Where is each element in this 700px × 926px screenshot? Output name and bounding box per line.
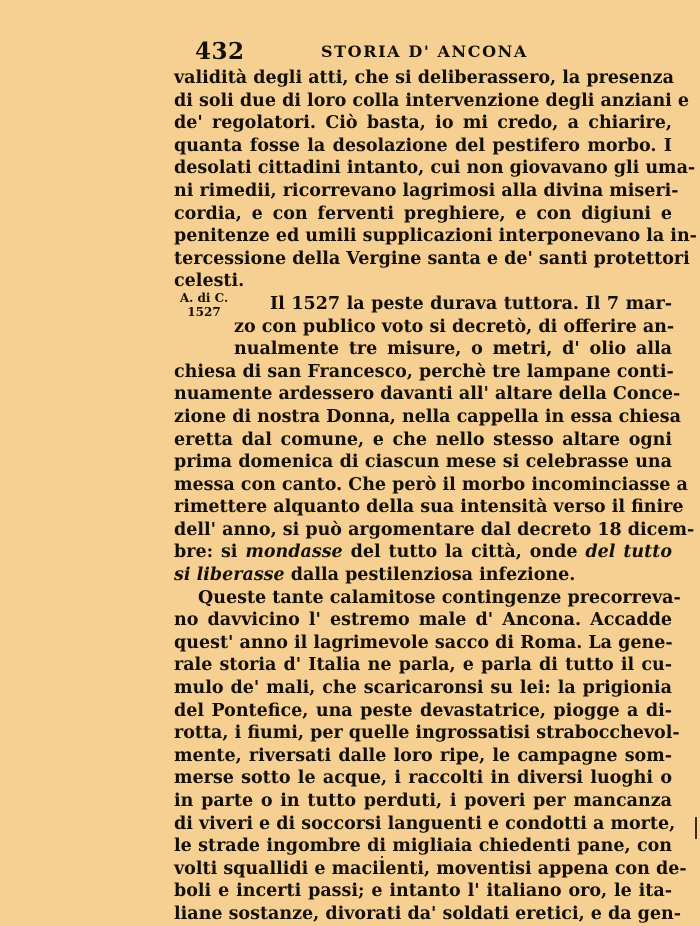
text-line: desolati cittadini intanto, cui non giovavano gli uma-	[174, 158, 696, 179]
text-line: dell' anno, si può argomentare dal decreto 18 dicem-	[174, 519, 695, 540]
text-line: Il 1527 la peste durava tuttora. Il 7 mar-	[270, 293, 672, 314]
text-line: tercessione della Vergine santa e de' santi protettori	[174, 248, 690, 269]
text-line: eretta dal comune, e che nello stesso altare ogni	[174, 429, 672, 450]
text-line: rotta, i fiumi, per quelle ingrossatisi strabocchevol-	[174, 723, 680, 744]
text-line: cordia, e con ferventi preghiere, e con digiuni e	[174, 203, 672, 224]
text-line: nualmente tre misure, o metri, d' olio alla	[234, 339, 672, 360]
text-line: no davvicino l' estremo male d' Ancona. Accadde	[174, 610, 672, 631]
text-line: mente, riversati dalle loro ripe, le campagne som-	[174, 745, 672, 766]
text-line: zione di nostra Donna, nella cappella in essa chiesa	[174, 406, 681, 427]
text-line: di soli due di loro colla intervenzione degli anziani e	[174, 90, 690, 111]
text-line: di viveri e di soccorsi languenti e condotti a morte,	[174, 813, 676, 834]
text-line: mulo de' mali, che scaricaronsi su lei: la prigionia	[174, 678, 672, 699]
page-number: 432	[195, 38, 245, 65]
text-line: boli e incerti passi; e intanto l' italiano oro, le ita-	[174, 881, 672, 902]
text-line: le strade ingombre di migliaia chiedenti pane, con	[174, 836, 672, 857]
text-line: penitenze ed umili supplicazioni interponevano la in-	[174, 226, 697, 247]
margin-note-era: A. di C.	[179, 291, 229, 305]
text-line: quanta fosse la desolazione del pestifero morbo. I	[174, 135, 672, 156]
text-line: zo con publico voto si decretò, di offerire an-	[234, 316, 675, 337]
margin-mark	[695, 817, 697, 839]
text-line: messa con canto. Che però il morbo incominciasse a	[174, 474, 688, 495]
text-line: volti squallidi e macilenti, moventisi appena con de-	[174, 858, 687, 879]
margin-note-year-number: 1527	[187, 305, 221, 319]
italic-text: si liberasse	[174, 565, 285, 586]
text-line	[174, 541, 672, 564]
running-head: STORIA D' ANCONA	[321, 42, 528, 61]
italic-text: del tutto	[585, 542, 672, 563]
text-line: de' regolatori. Ciò basta, io mi credo, a chiarire,	[174, 113, 672, 134]
text-line: quest' anno il lagrimevole sacco di Roma. La gene-	[174, 632, 673, 653]
text-line: nuamente ardessero davanti all' altare della Conce-	[174, 384, 681, 405]
italic-text: mondasse	[245, 542, 343, 563]
text-line: Queste tante calamitose contingenze precorreva-	[198, 587, 681, 608]
text-line: del Pontefice, una peste devastatrice, piogge a di-	[174, 700, 672, 721]
text-line: chiesa di san Francesco, perchè tre lampane conti-	[174, 361, 674, 382]
text-run: bre: si	[174, 542, 246, 563]
text-run: del tutto la città, onde	[342, 542, 586, 563]
text-line	[174, 564, 672, 587]
text-line: liane sostanze, divorati da' soldati eretici, e da gen-	[174, 903, 682, 924]
text-line: prima domenica di ciascun mese si celebrasse una	[174, 452, 672, 473]
page-header	[195, 38, 675, 66]
text-line: in parte o in tutto perduti, i poveri per mancanza	[174, 791, 672, 811]
text-line: validità degli atti, che si deliberassero, la presenza	[174, 68, 674, 88]
text-line: ni rimedii, ricorrevano lagrimosi alla divina miseri-	[174, 180, 679, 201]
text-line: celesti.	[174, 271, 245, 292]
text-line: rimettere alquanto della sua intensità verso il finire	[174, 497, 684, 518]
text-line: merse sotto le acque, i raccolti in diversi luoghi o	[174, 768, 672, 789]
text-line: rale storia d' Italia ne parla, e parla di tutto il cu-	[174, 655, 672, 676]
text-run: dalla pestilenziosa infezione.	[284, 565, 576, 586]
print-speck	[381, 856, 383, 858]
body-text	[174, 67, 697, 926]
